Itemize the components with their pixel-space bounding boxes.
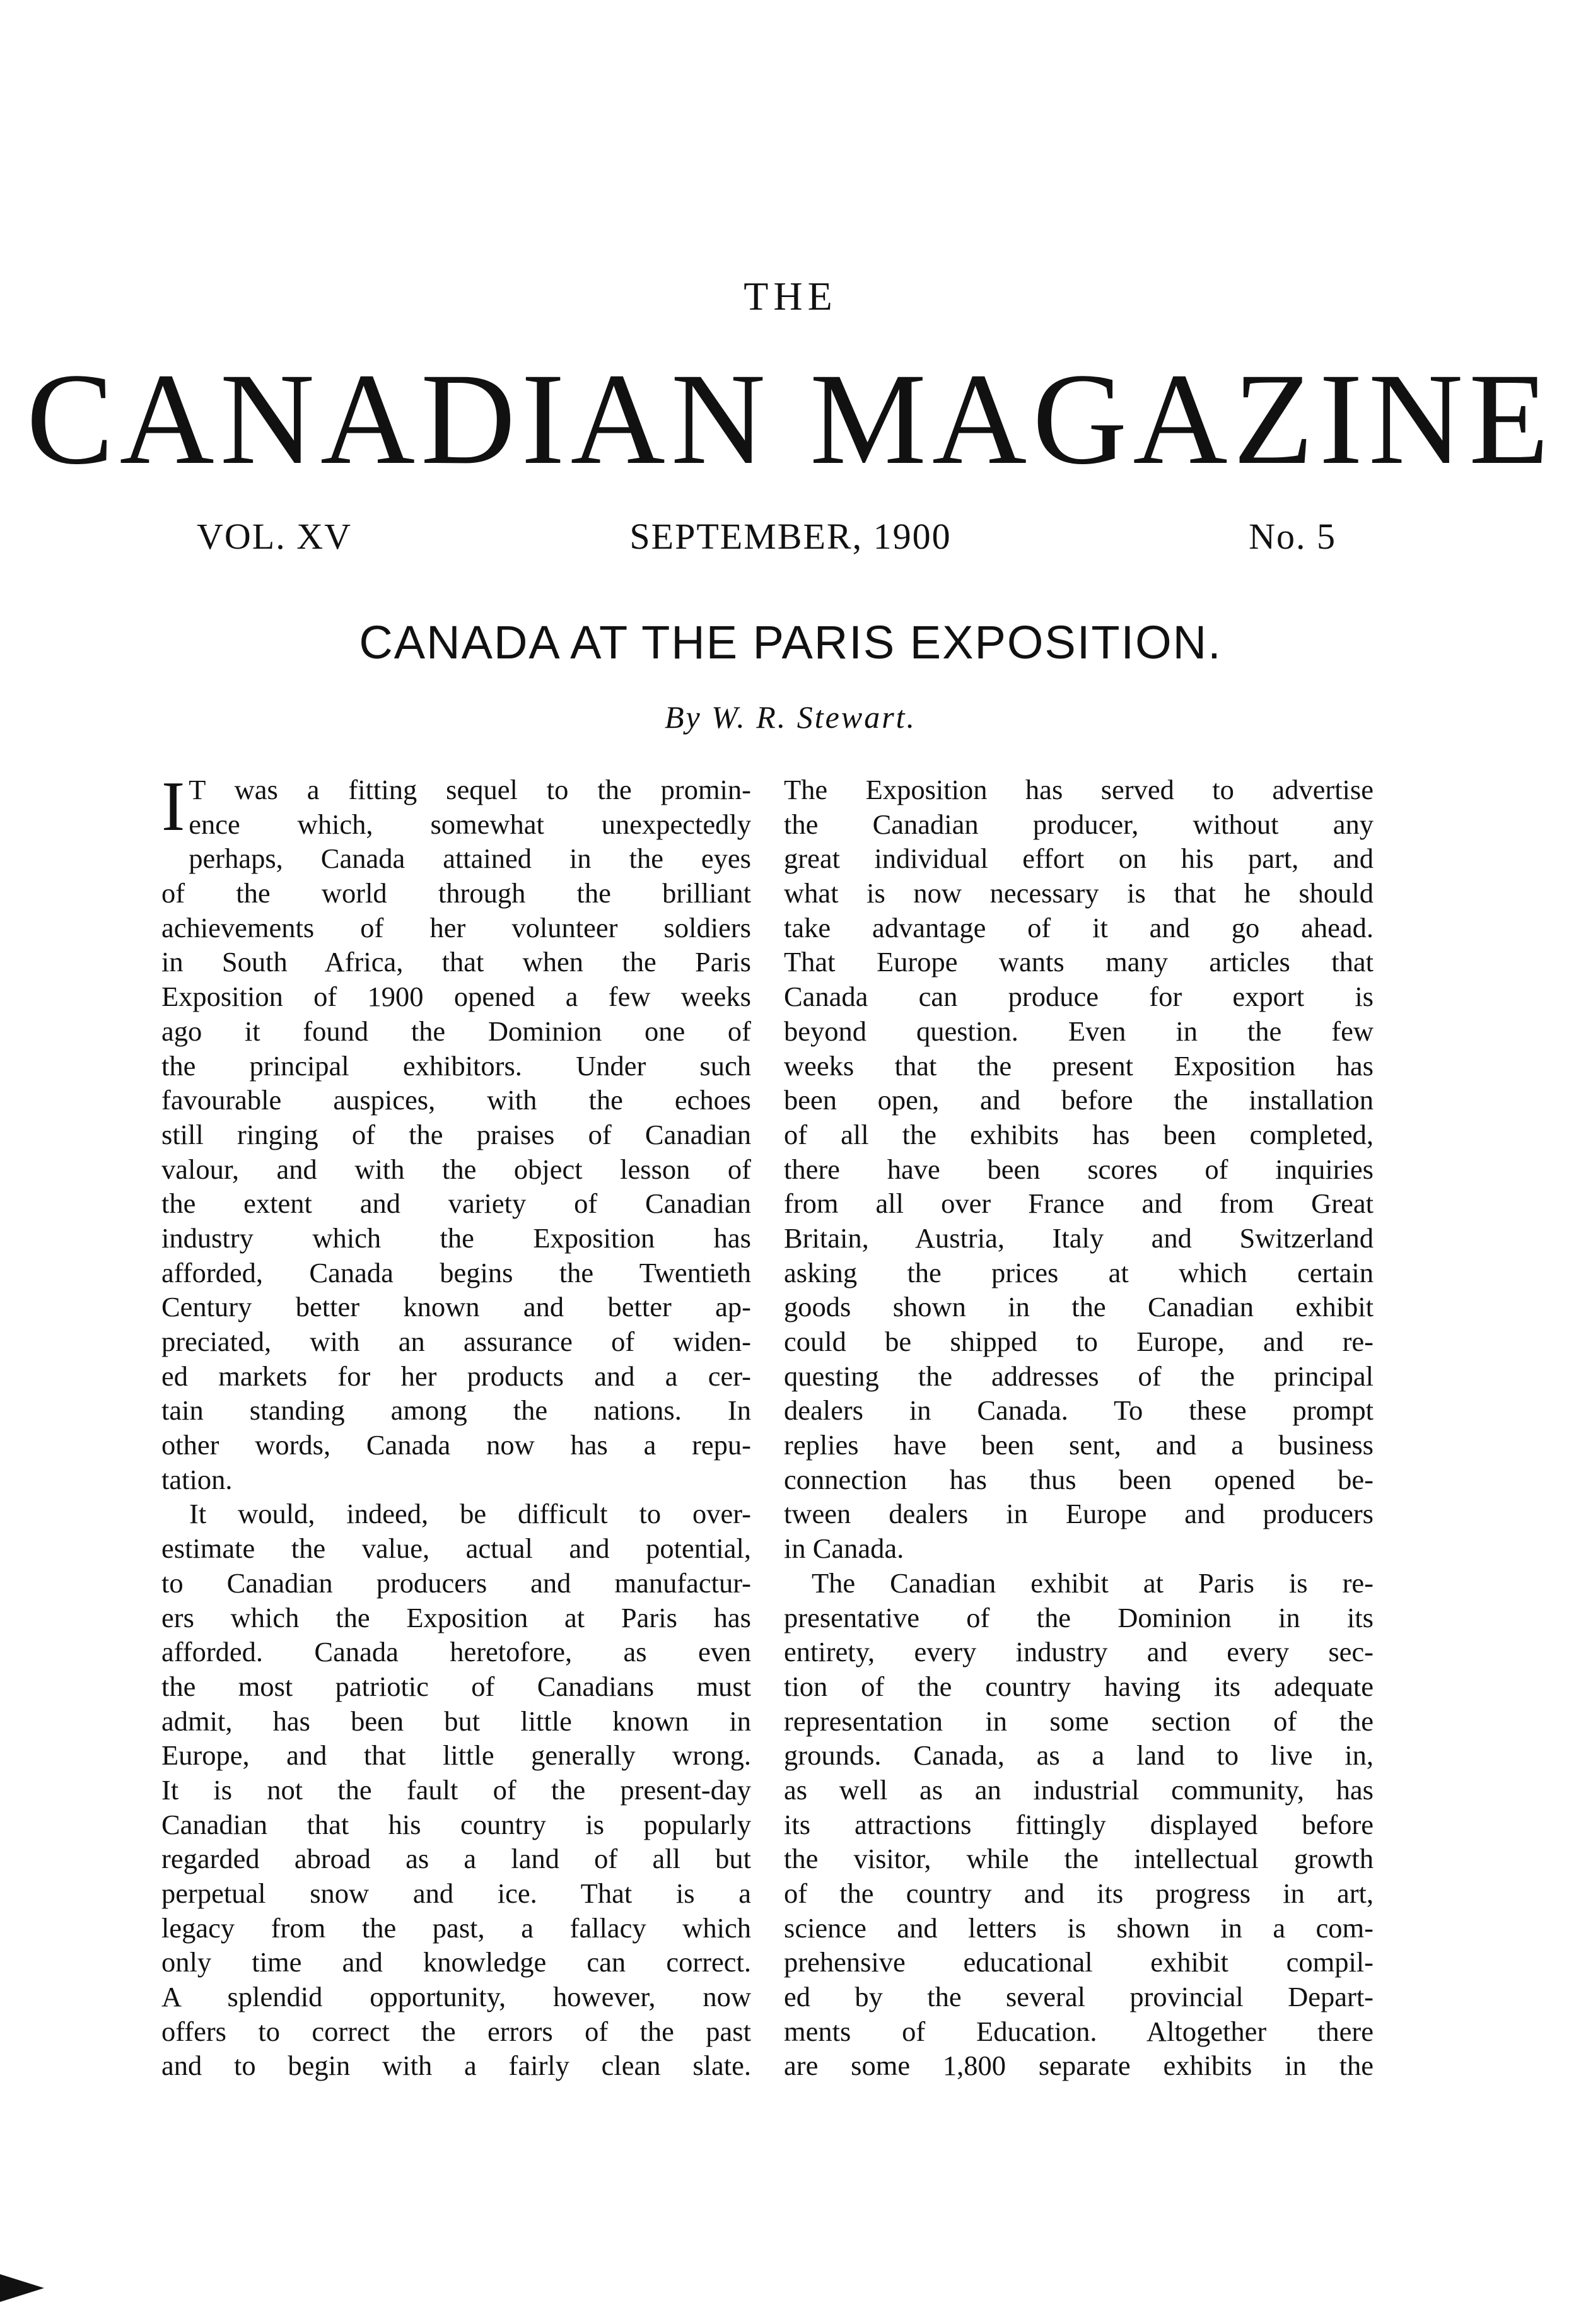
text-line: Europe, and that little generally wrong. bbox=[161, 1739, 751, 1772]
text-line: afforded, Canada begins the Twentieth bbox=[161, 1256, 751, 1288]
text-line: regarded abroad as a land of all but bbox=[161, 1843, 751, 1875]
article-title: CANADA AT THE PARIS EXPOSITION. bbox=[359, 616, 1222, 669]
right-column bbox=[784, 773, 1374, 2083]
text-line: The Exposition has served to advertise bbox=[784, 774, 1374, 805]
masthead-the: THE bbox=[744, 274, 837, 318]
page-edge-mark bbox=[0, 2274, 44, 2302]
text-line: as well as an industrial community, has bbox=[784, 1773, 1374, 1806]
text-line: take advantage of it and go ahead. bbox=[784, 911, 1374, 943]
text-line: still ringing of the praises of Canadian bbox=[161, 1118, 751, 1150]
drop-cap: I bbox=[161, 768, 185, 846]
text-line: only time and knowledge can correct. bbox=[161, 1946, 751, 1978]
text-line: The Canadian exhibit at Paris is re- bbox=[812, 1567, 1374, 1599]
text-line: admit, has been but little known in bbox=[161, 1705, 751, 1737]
text-line: ments of Education. Altogether there bbox=[784, 2015, 1374, 2047]
text-line: asking the prices at which certain bbox=[784, 1256, 1374, 1288]
text-line: preciated, with an assurance of widen- bbox=[161, 1326, 751, 1357]
text-line: ed by the several provincial Depart- bbox=[784, 1981, 1374, 2013]
text-line: to Canadian producers and manufactur- bbox=[161, 1567, 751, 1599]
text-line: legacy from the past, a fallacy which bbox=[161, 1912, 751, 1944]
text-line: representation in some section of the bbox=[784, 1705, 1374, 1737]
text-line: tation. bbox=[161, 1463, 233, 1495]
text-line: Canadian that his country is popularly bbox=[161, 1808, 751, 1840]
text-line: could be shipped to Europe, and re- bbox=[784, 1326, 1374, 1357]
text-line: the visitor, while the intellectual growth bbox=[784, 1843, 1374, 1875]
text-line: offers to correct the errors of the past bbox=[161, 2015, 751, 2047]
text-line: favourable auspices, with the echoes bbox=[161, 1084, 751, 1116]
text-line: great individual effort on his part, and bbox=[784, 843, 1374, 875]
text-line: in South Africa, that when the Paris bbox=[161, 946, 751, 978]
text-line: questing the addresses of the principal bbox=[784, 1360, 1374, 1392]
text-line: presentative of the Dominion in its bbox=[784, 1601, 1374, 1633]
text-line: entirety, every industry and every sec- bbox=[784, 1636, 1374, 1668]
issue-number: No. 5 bbox=[1249, 516, 1336, 557]
text-line: the most patriotic of Canadians must bbox=[161, 1670, 751, 1702]
text-line: other words, Canada now has a repu- bbox=[161, 1429, 751, 1461]
text-line: perhaps, Canada attained in the eyes bbox=[189, 843, 751, 875]
text-line: tion of the country having its adequate bbox=[784, 1670, 1374, 1702]
text-line: A splendid opportunity, however, now bbox=[161, 1981, 751, 2013]
text-line: It is not the fault of the present-day bbox=[161, 1773, 751, 1806]
text-line: ago it found the Dominion one of bbox=[161, 1015, 751, 1047]
text-line: the Canadian producer, without any bbox=[784, 808, 1374, 840]
text-line: the extent and variety of Canadian bbox=[161, 1188, 751, 1220]
text-line: goods shown in the Canadian exhibit bbox=[784, 1291, 1374, 1323]
text-line: from all over France and from Great bbox=[784, 1188, 1374, 1220]
text-line: there have been scores of inquiries bbox=[784, 1153, 1374, 1185]
text-line: That Europe wants many articles that bbox=[784, 946, 1374, 978]
text-line: afforded. Canada heretofore, as even bbox=[161, 1636, 751, 1668]
text-line: tain standing among the nations. In bbox=[161, 1394, 751, 1427]
text-line: estimate the value, actual and potential, bbox=[161, 1533, 751, 1565]
text-line: replies have been sent, and a business bbox=[784, 1429, 1374, 1461]
text-line: ed markets for her products and a cer- bbox=[161, 1360, 751, 1392]
text-line: ence which, somewhat unexpectedly bbox=[189, 808, 751, 840]
text-line: ers which the Exposition at Paris has bbox=[161, 1601, 751, 1633]
text-line: Century better known and better ap- bbox=[161, 1291, 751, 1323]
text-line: of the world through the brilliant bbox=[161, 877, 751, 909]
text-line: Britain, Austria, Italy and Switzerland bbox=[784, 1222, 1374, 1254]
text-line: been open, and before the installation bbox=[784, 1084, 1374, 1116]
text-line: grounds. Canada, as a land to live in, bbox=[784, 1739, 1374, 1772]
text-line: Canada can produce for export is bbox=[784, 981, 1374, 1013]
text-line: Exposition of 1900 opened a few weeks bbox=[161, 981, 751, 1013]
article-byline: By W. R. Stewart. bbox=[664, 699, 917, 735]
text-line: tween dealers in Europe and producers bbox=[784, 1498, 1374, 1530]
text-line: science and letters is shown in a com- bbox=[784, 1912, 1374, 1944]
volume-label: VOL. XV bbox=[197, 516, 352, 557]
text-line: weeks that the present Exposition has bbox=[784, 1049, 1374, 1082]
text-line: of all the exhibits has been completed, bbox=[784, 1118, 1374, 1150]
issue-date: SEPTEMBER, 1900 bbox=[629, 516, 952, 557]
text-line: are some 1,800 separate exhibits in the bbox=[784, 2050, 1374, 2082]
text-line: valour, and with the object lesson of bbox=[161, 1153, 751, 1185]
text-line: the principal exhibitors. Under such bbox=[161, 1049, 751, 1082]
text-line: its attractions fittingly displayed before bbox=[784, 1808, 1374, 1840]
text-line: what is now necessary is that he should bbox=[784, 877, 1374, 909]
text-line: in Canada. bbox=[784, 1533, 904, 1565]
text-line: achievements of her volunteer soldiers bbox=[161, 911, 751, 943]
text-line: T was a fitting sequel to the promin- bbox=[189, 774, 751, 805]
text-line: It would, indeed, be difficult to over- bbox=[189, 1498, 751, 1530]
text-line: industry which the Exposition has bbox=[161, 1222, 751, 1254]
text-line: dealers in Canada. To these prompt bbox=[784, 1394, 1374, 1427]
text-line: connection has thus been opened be- bbox=[784, 1463, 1374, 1495]
text-line: perpetual snow and ice. That is a bbox=[161, 1877, 751, 1909]
text-line: and to begin with a fairly clean slate. bbox=[161, 2050, 751, 2082]
text-line: of the country and its progress in art, bbox=[784, 1877, 1374, 1909]
text-line: beyond question. Even in the few bbox=[784, 1015, 1374, 1047]
magazine-title: CANADIAN MAGAZINE bbox=[26, 346, 1555, 491]
left-column bbox=[161, 768, 751, 2083]
text-line: prehensive educational exhibit compil- bbox=[784, 1946, 1374, 1978]
